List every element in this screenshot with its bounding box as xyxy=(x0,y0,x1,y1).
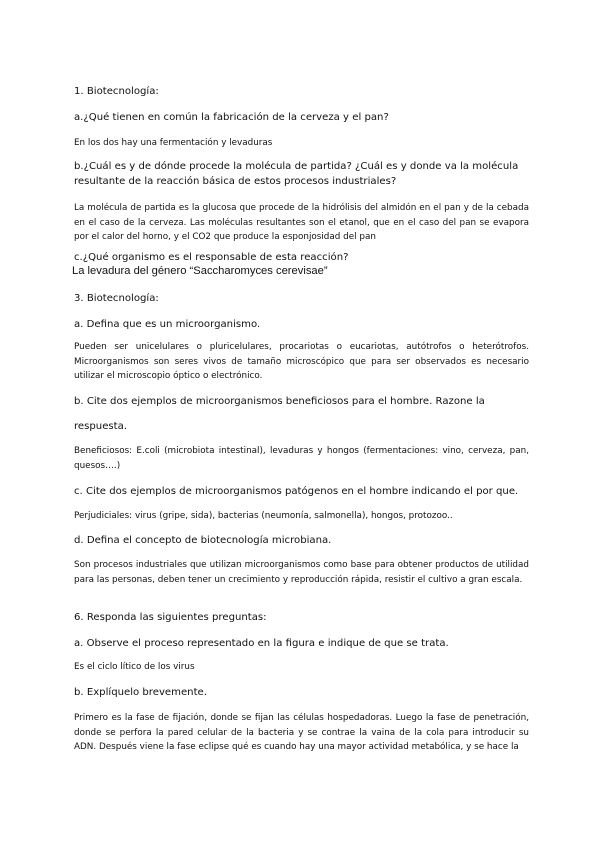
section-6-title: 6. Responda las siguientes preguntas: xyxy=(74,612,267,623)
answer-3d: Son procesos industriales que utilizan microorganismos como base para obtener productos de utilidad para las personas, deben tener un crecimiento y reproducción rápida, resistir el cultivo a gran escala. xyxy=(74,560,529,585)
answer-6b: Primero es la fase de fijación, donde se fijan las células hospedadoras. Luego la fase de penetración, donde se perfora la pared celular de la bacteria y se contrae la vaina de la cola para introducir su ADN. Después viene la fase eclipse qué es cuando hay una mayor actividad metabólica, y se hace la xyxy=(74,713,529,752)
answer-1c: La levadura del género “Saccharomyces cerevisae” xyxy=(72,265,328,277)
answer-3a: Pueden ser unicelulares o pluricelulares, procariotas o eucariotas, autótrofos o heterótrofos. Microorganismos son seres vivos de tamaño microscópico que para ser observados es necesario utilizar el microscopio óptico o electrónico. xyxy=(74,342,529,381)
question-3b-continued: respuesta. xyxy=(74,421,128,432)
question-1c: c.¿Qué organismo es el responsable de esta reacción? xyxy=(74,252,349,263)
question-1b: b.¿Cuál es y de dónde procede la molécula de partida? ¿Cuál es y donde va la molécula resultante de la reacción básica de estos procesos industriales? xyxy=(74,161,519,187)
question-3c: c. Cite dos ejemplos de microorganismos patógenos en el hombre indicando el por que. xyxy=(74,486,519,497)
answer-1b: La molécula de partida es la glucosa que procede de la hidrólisis del almidón en el pan y de la cebada en el caso de la cerveza. Las moléculas resultantes son el etanol, que en el caso del pan se evapora por el calor del horno, y el CO2 que produce la esponjosidad del pan xyxy=(74,203,529,242)
question-3d: d. Defina el concepto de biotecnología microbiana. xyxy=(74,535,332,546)
section-1-title: 1. Biotecnología: xyxy=(74,86,159,97)
answer-6a: Es el ciclo lítico de los virus xyxy=(74,662,195,672)
answer-3b: Beneficiosos: E.coli (microbiota intestinal), levaduras y hongos (fermentaciones: vino, cerveza, pan, quesos….) xyxy=(74,446,529,471)
section-3-title: 3. Biotecnología: xyxy=(74,293,159,304)
answer-3c: Perjudiciales: virus (gripe, sida), bacterias (neumonía, salmonella), hongos, protozoo.. xyxy=(74,511,453,521)
question-6a: a. Observe el proceso representado en la figura e indique de que se trata. xyxy=(74,638,449,649)
question-3a: a. Defina que es un microorganismo. xyxy=(74,319,261,330)
question-6b: b. Explíquelo brevemente. xyxy=(74,687,207,698)
answer-1a: En los dos hay una fermentación y levaduras xyxy=(74,138,273,148)
question-3b: b. Cite dos ejemplos de microorganismos beneficiosos para el hombre. Razone la xyxy=(74,396,485,407)
question-1a: a.¿Qué tienen en común la fabricación de la cerveza y el pan? xyxy=(74,112,389,123)
